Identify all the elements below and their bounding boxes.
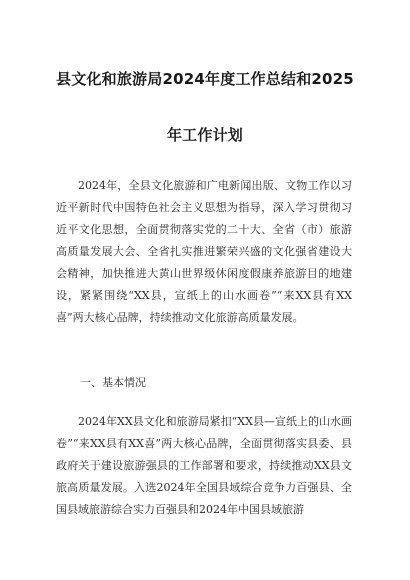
basic-situation-paragraph: 2024年XX县文化和旅游局紧扣“XX县—宣纸上的山水画卷”“来XX县有XX喜”两大核心品牌，全面贯彻落实县委、县政府关于建设旅游强县的工作部署和要求，持续推动XX县文旅高质量发展。入选2024年全国县域综合竞争力百强县、全国县域旅游综合实力百强县和2024年中国县域旅游 [56, 415, 352, 516]
section-heading-basic-situation: 一、基本情况 [80, 376, 146, 389]
document-title-line-1: 县文化和旅游局2024年度工作总结和2025 [56, 70, 354, 88]
document-title-line-2: 年工作计划 [166, 126, 243, 144]
intro-paragraph: 2024年，全县文化旅游和广电新闻出版、文物工作以习近平新时代中国特色社会主义思想为指导，深入学习贯彻习近平文化思想，全面贯彻落实党的二十大、全省（市）旅游高质量发展大会、全省扎实推进繁荣兴盛的文化强省建设大会精神，加快推进大黄山世界级休闲度假康养旅游目的地建设，紧紧围绕“XX县，宣纸上的山水画卷”“来XX县有XX喜”两大核心品牌，持续推动文化旅游高质量发展。 [56, 179, 352, 324]
